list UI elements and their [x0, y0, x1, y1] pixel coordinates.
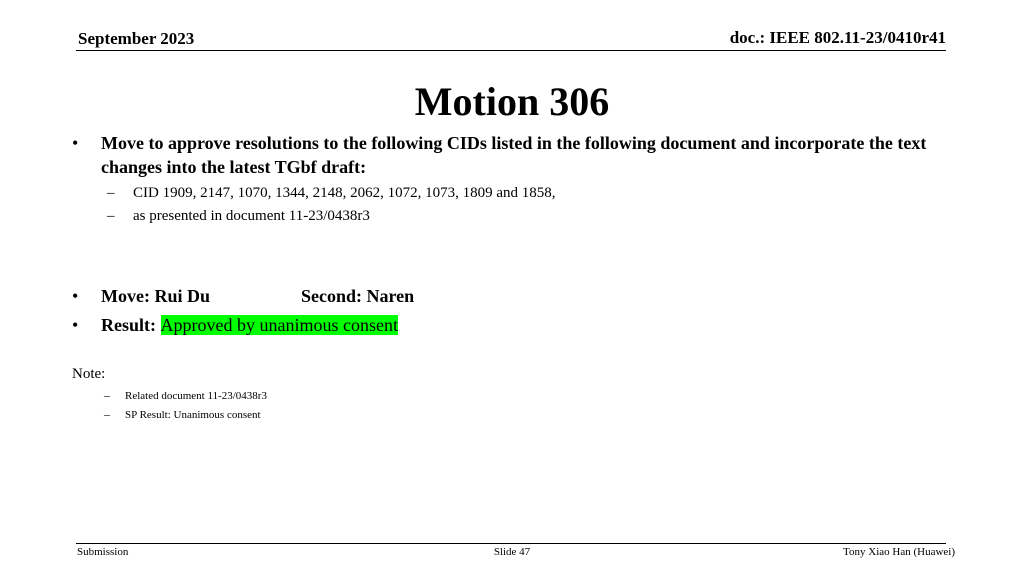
move-text: Move: Rui Du — [101, 286, 210, 306]
slide-title: Motion 306 — [414, 79, 610, 124]
sub-item-document — [107, 206, 370, 226]
motion-bullet — [72, 131, 962, 179]
header-date: September 2023 — [78, 29, 195, 48]
sub-bullet-marker: – — [107, 185, 115, 201]
sub-item-text: as presented in document 11-23/0438r3 — [133, 208, 370, 224]
sub-bullet-marker: – — [107, 208, 115, 224]
note-bullet-marker: – — [104, 388, 110, 402]
footer-slide-number: Slide 47 — [493, 546, 531, 558]
motion-text: Move to approve resolutions to the following CIDs listed in the following document and incorporate the text changes into the latest TGbf draft: — [101, 133, 927, 177]
note-label — [72, 366, 105, 383]
header-divider — [76, 50, 946, 51]
note-bullet-marker: – — [104, 407, 110, 421]
footer-submission: Submission — [77, 546, 129, 558]
header-doc-id: doc.: IEEE 802.11-23/0410r41 — [729, 28, 946, 47]
sub-item-text: CID 1909, 2147, 1070, 1344, 2148, 2062, 1072, 1073, 1809 and 1858, — [133, 185, 556, 201]
bullet-marker: • — [72, 315, 79, 335]
bullet-marker: • — [72, 133, 79, 153]
result-value-highlight: Approved by unanimous consent — [160, 315, 398, 335]
result-label: Result: — [101, 315, 161, 335]
footer-author: Tony Xiao Han (Huawei) — [843, 546, 955, 558]
second-text: Second: Naren — [301, 286, 415, 306]
note-item — [104, 388, 267, 403]
move-bullet — [72, 286, 210, 307]
sub-item-cids — [107, 183, 556, 203]
result-bullet — [72, 315, 398, 336]
footer-divider — [76, 543, 946, 544]
note-colon: : — [101, 366, 106, 382]
note-item-text: SP Result: Unanimous consent — [125, 409, 261, 421]
note-label-text: Note — [72, 366, 102, 382]
bullet-marker: • — [72, 286, 79, 306]
note-item-text: Related document 11-23/0438r3 — [125, 390, 267, 402]
note-item — [104, 407, 261, 422]
